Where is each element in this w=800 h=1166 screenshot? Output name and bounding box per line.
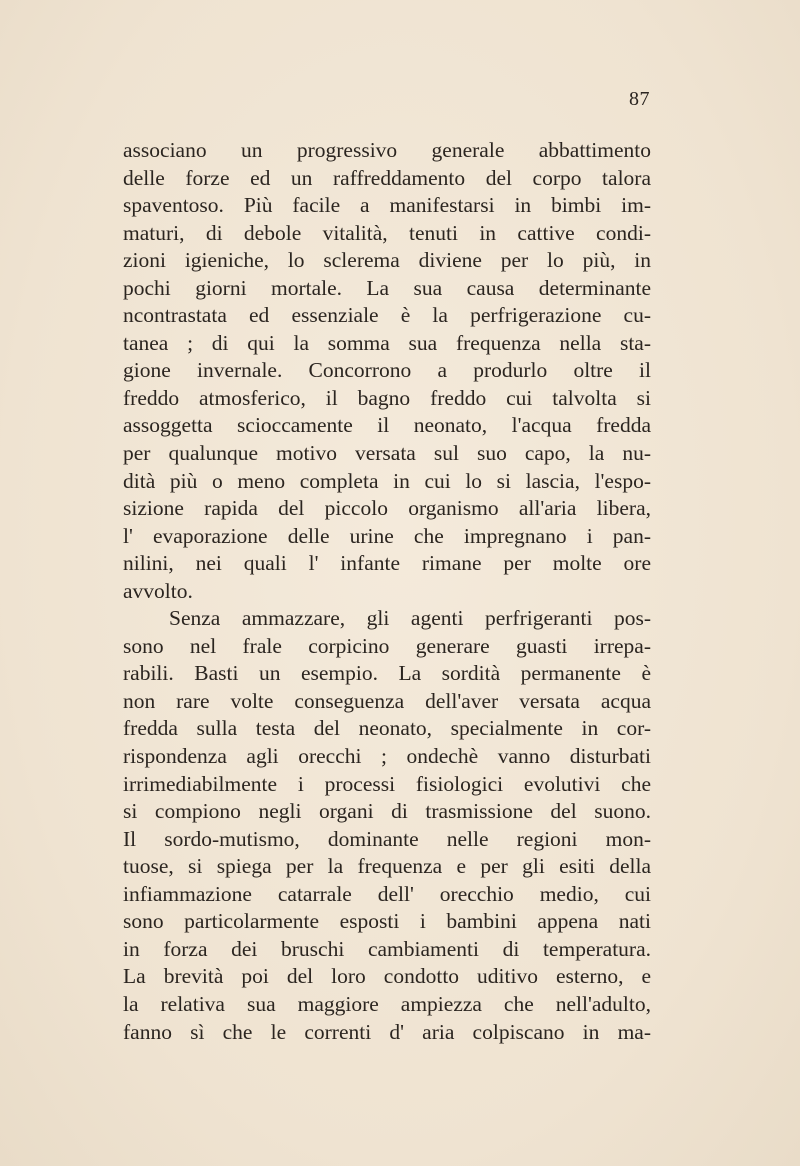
text-line: La brevità poi del loro condotto uditivo esterno, e (123, 964, 651, 989)
body-text (123, 137, 651, 1046)
text-line: tanea ; di qui la somma sua frequenza nella sta- (123, 330, 651, 355)
text-line: si compiono negli organi di trasmissione del suono. (123, 799, 651, 824)
text-line: maturi, di debole vitalità, tenuti in cattive condi- (123, 220, 651, 245)
text-line: assoggetta scioccamente il neonato, l'acqua fredda (123, 413, 651, 438)
text-line: in forza dei bruschi cambiamenti di temperatura. (123, 936, 651, 961)
text-line: gione invernale. Concorrono a produrlo oltre il (123, 358, 651, 383)
text-line: dità più o meno completa in cui lo si lascia, l'espo- (123, 468, 651, 493)
text-line: sizione rapida del piccolo organismo all'aria libera, (123, 496, 651, 521)
text-line: l' evaporazione delle urine che impregnano i pan- (123, 523, 651, 548)
text-line: zioni igieniche, lo sclerema diviene per lo più, in (123, 248, 651, 273)
text-line: Senza ammazzare, gli agenti perfrigeranti pos- (169, 606, 651, 631)
text-line: spaventoso. Più facile a manifestarsi in bimbi im- (123, 193, 651, 218)
text-line: fanno sì che le correnti d' aria colpiscano in ma- (123, 1019, 651, 1044)
text-line: avvolto. (123, 578, 193, 603)
text-line: Il sordo-mutismo, dominante nelle regioni mon- (123, 826, 651, 851)
text-line: pochi giorni mortale. La sua causa determinante (123, 275, 651, 300)
text-line: nilini, nei quali l' infante rimane per molte ore (123, 551, 651, 576)
text-line: infiammazione catarrale dell' orecchio medio, cui (123, 881, 651, 906)
text-line: per qualunque motivo versata sul suo capo, la nu- (123, 441, 651, 466)
page-number: 87 (629, 88, 650, 110)
text-line: rispondenza agli orecchi ; ondechè vanno disturbati (123, 744, 651, 769)
text-line: fredda sulla testa del neonato, specialmente in cor- (123, 716, 651, 741)
text-line: associano un progressivo generale abbattimento (123, 138, 651, 162)
text-line: tuose, si spiega per la frequenza e per gli esiti della (123, 854, 651, 879)
text-line: irrimediabilmente i processi fisiologici evolutivi che (123, 771, 651, 796)
text-line: la relativa sua maggiore ampiezza che nell'adulto, (123, 991, 651, 1016)
text-line: delle forze ed un raffreddamento del corpo talora (123, 165, 651, 190)
text-line: sono nel frale corpicino generare guasti irrepa- (123, 633, 651, 658)
text-line: ncontrastata ed essenziale è la perfrigerazione cu- (123, 303, 651, 328)
text-line: sono particolarmente esposti i bambini appena nati (123, 909, 651, 934)
text-line: freddo atmosferico, il bagno freddo cui talvolta si (123, 385, 651, 410)
text-line: rabili. Basti un esempio. La sordità permanente è (123, 661, 651, 686)
text-line: non rare volte conseguenza dell'aver versata acqua (123, 688, 651, 713)
